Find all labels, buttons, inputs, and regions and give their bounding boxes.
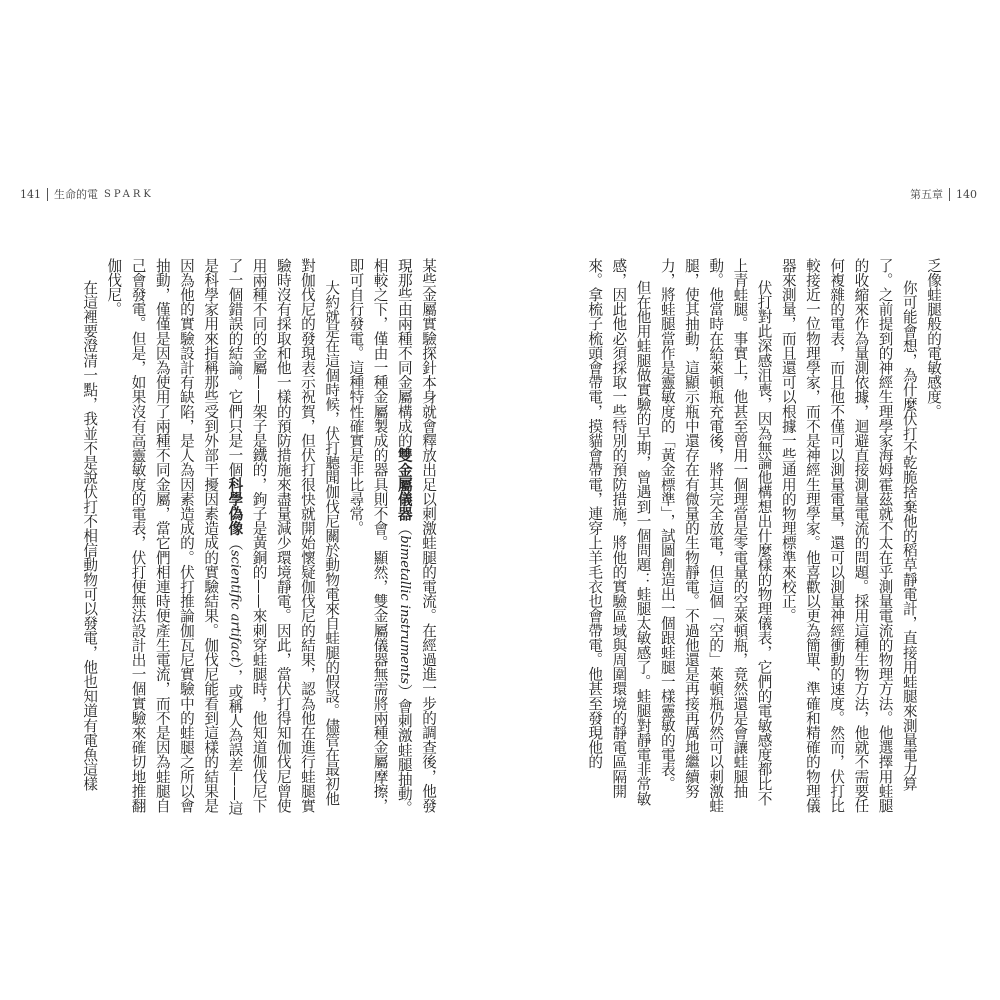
body-text: 在這裡要澄清一點，我並不是說伏打不相信動物可以發電，他也知道有電魚這樣 (81, 279, 99, 791)
body-text: 某些金屬實驗探針本身就會釋放出足以刺激蛙腿的電流。在經過進一步的調查後，他發現那些由兩種不同金屬構成的 (395, 258, 437, 813)
paragraph (343, 258, 440, 818)
body-text: ）會刺激蛙腿抽動。相較之下，僅由一種金屬製成的器具則不會。顯然，雙金屬儀器無需將兩種金屬摩擦，即可自行發電。這種特性確實是非比尋常。 (347, 258, 413, 816)
body-text: （ (395, 520, 413, 536)
body-text: 但在他用蛙腿做實驗的早期，曾遇到一個問題：蛙腿太敏感了。蛙腿對靜電非常敏感，因此他必須採取一些特別的預防措施，將他的實驗區域與周圍環境的靜電區隔開來。拿梳子梳頭會帶電，摸貓會帶電，連穿上羊毛衣也會帶電。他甚至發現他的 (586, 258, 652, 806)
body-text: 大約就是在這個時候，伏打聽聞伽伐尼關於動物電來自蛙腿的假設。儘管在最初他對伽伐尼的發現表示祝賀，但伏打很快就開始懷疑伽伐尼的結果，認為他在進行蛙腿實驗時沒有採取和他一樣的預防措施來盡量減少環境靜電。因此，當伏打得知伽伐尼曾使用兩種不同的金屬——架子是鐵的，鉤子是黃銅的——來刺穿蛙腿時，他知道伽伐尼下了一個錯誤的結論。它們只是一個 (226, 258, 341, 813)
book-title: 生命的電 (54, 188, 98, 201)
chapter-label: 第五章 (910, 188, 943, 201)
body-text: ），或稱人為誤差——這是科學家用來指稱那些受到外部干擾因素造成的實驗結果。伽伐尼能看到這樣的結果是因為他的實驗設計有缺陷，是人為因素造成的。伏打推論伽瓦尼實驗中的蛙腿之所以會抽動，僅僅是因為使用了兩種不同金屬，當它們相連時便產生電流，而不是因為蛙腿自己會發電。但是，如果沒有高靈敏度的電表，伏打便無法設計出一個實驗來確切地推翻伽伐尼。 (105, 258, 244, 816)
body-text: 你可能會想，為什麼伏打不乾脆捨棄他的稻草靜電計，直接用蛙腿來測量電力算了。之前提到的神經生理學家海姆霍茲就不太在乎測量電流的物理方法。他選擇用蛙腿的收縮來作為量測依據，迴避直接測量電流的問題。採用這種生物方法，他就不需要任何複雜的電表，而且他不僅可以測量電量，還可以測量神經衝動的速度。然而，伏打比較接近一位物理學家，而不是神經生理學家。他喜歡以更為簡單、準確和精確的物理儀器來測量，而且還可以根據一些通用的物理標準來校正。 (779, 258, 918, 813)
left-running-header (20, 186, 154, 202)
left-page-number: 141 (20, 187, 41, 201)
english-term: scientific artifact (227, 550, 243, 663)
body-text: 乏像蛙腿般的電敏感度。 (925, 258, 942, 419)
paragraph (921, 258, 945, 818)
key-term: 雙金屬儀器 (395, 447, 413, 521)
left-page-body (60, 258, 440, 818)
paragraph (582, 258, 655, 818)
paragraph (101, 258, 343, 818)
header-divider (949, 188, 950, 201)
right-page-number: 140 (956, 187, 977, 201)
paragraph (77, 258, 101, 818)
paragraph (655, 258, 776, 818)
header-divider (47, 188, 48, 201)
body-text: （ (226, 535, 244, 551)
key-term: 科學偽像 (226, 477, 244, 536)
book-title-english: SPARK (104, 188, 154, 200)
body-text: 伏打對此深感沮喪，因為無論他構想出什麼樣的物理儀表，它們的電敏感度都比不上青蛙腿。事實上，他甚至曾用一個理當是零電量的空萊頓瓶，竟然還是會讓蛙腿抽動。他當時在給萊頓瓶充電後，將其完全放電，但這個「空的」萊頓瓶仍然可以刺激蛙腿，使其抽動，這顯示瓶中還存在有微量的生物靜電。不過他還是再接再厲地繼續努力，將蛙腿當作是靈敏度的「黃金標準」，試圖創造出一個跟蛙腿一樣靈敏的電表。 (658, 258, 773, 813)
paragraph (776, 258, 921, 818)
right-page-body (575, 258, 945, 818)
right-running-header (910, 186, 977, 202)
english-term: bimetallic instruments (396, 535, 412, 685)
